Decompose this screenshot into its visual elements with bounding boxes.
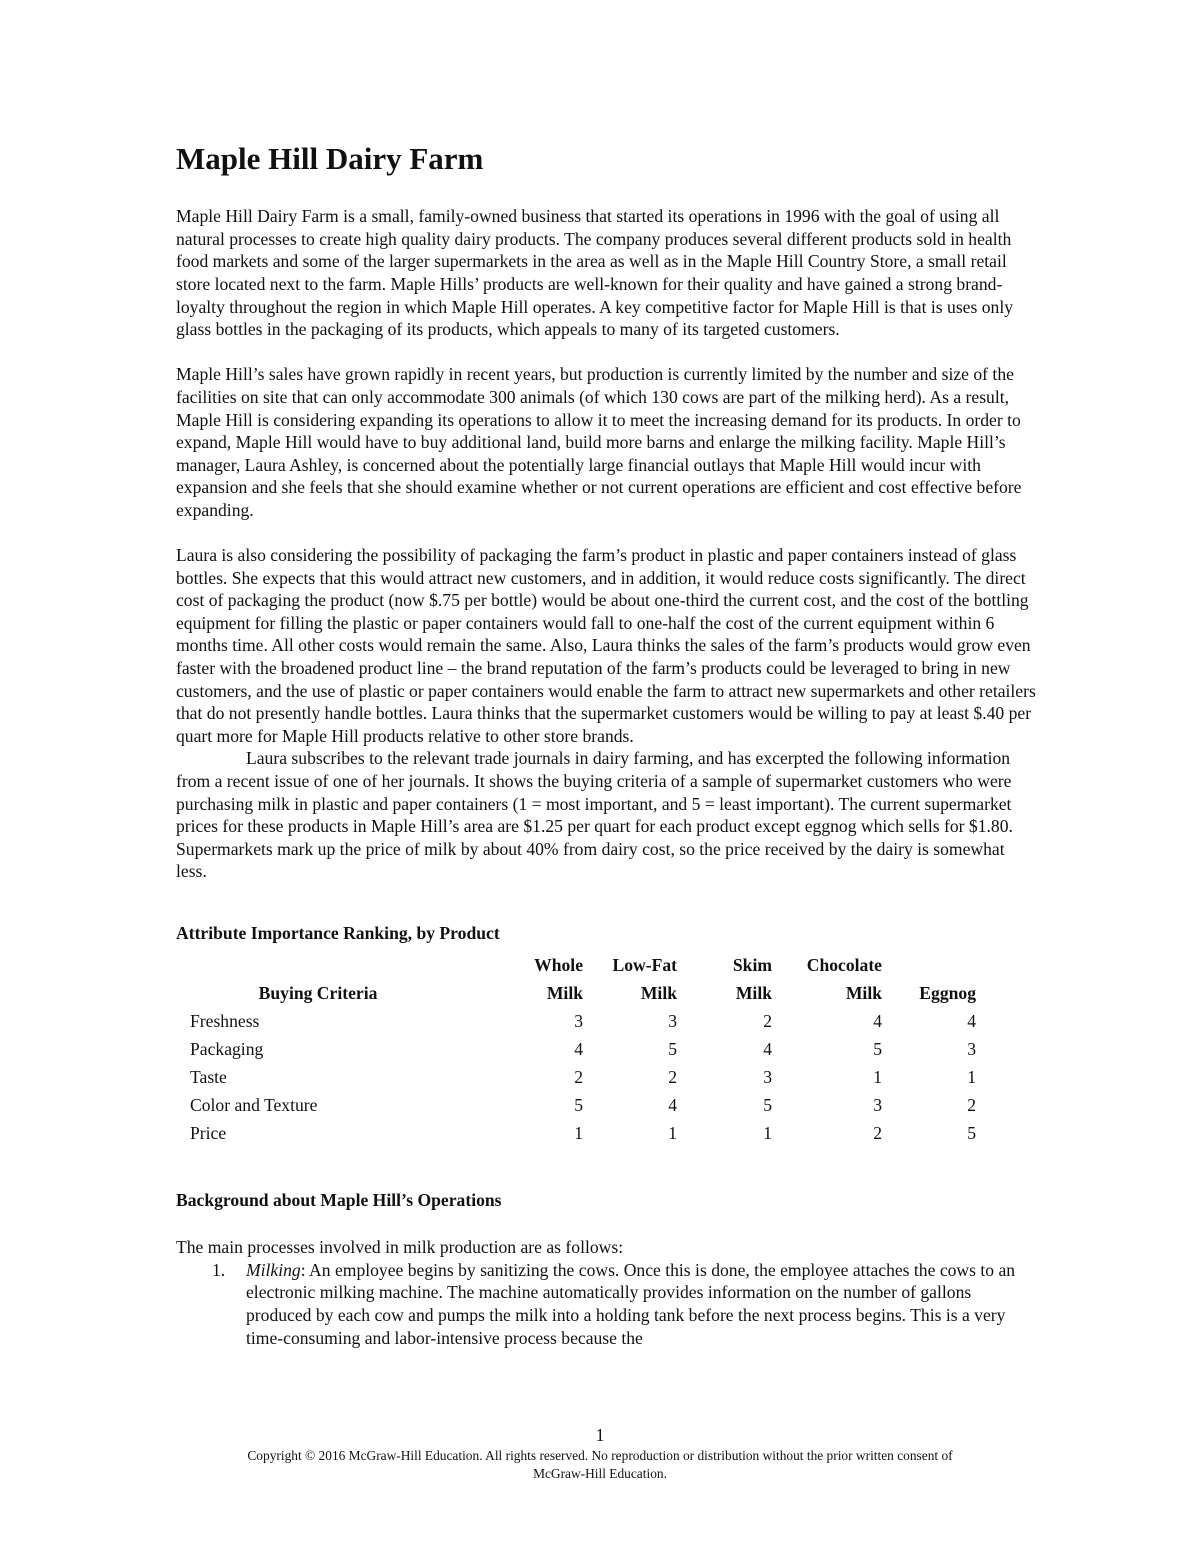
table-row [176, 1091, 976, 1119]
header-cell: Milk [546, 982, 583, 1003]
paragraph-trade-journal: Laura subscribes to the relevant trade journals in dairy farming, and has excerpted the following information from a recent issue of one of her journals. It shows the buying criteria of a sample of supermarket customers who were purchasing milk in plastic and paper containers (1 = most important, and 5 = least important). The current supermarket prices for these products in Maple Hill’s area are $1.25 per quart for each product except eggnog which sells for $1.80. Supermarkets mark up the price of milk by about 40% from dairy cost, so the price received by the dairy is somewhat less. [176, 748, 1013, 882]
header-cell: Whole [534, 954, 583, 975]
list-item [176, 1259, 1036, 1349]
table-cell: 1 [668, 1122, 677, 1143]
table-row [176, 1063, 976, 1091]
process-term: Milking [246, 1259, 301, 1280]
background-heading: Background about Maple Hill’s Operations [176, 1189, 502, 1210]
header-cell: Milk [640, 982, 677, 1003]
table-cell: 5 [873, 1038, 882, 1059]
copyright-line: Copyright © 2016 McGraw-Hill Education. All rights reserved. No reproduction or distribution without the prior written consent of [247, 1448, 953, 1463]
copyright-line: McGraw-Hill Education. [533, 1466, 667, 1481]
table-cell: 3 [668, 1010, 677, 1031]
table-cell: 3 [873, 1094, 882, 1115]
table-header-row [176, 951, 976, 979]
header-cell: Milk [845, 982, 882, 1003]
table-cell: 1 [574, 1122, 583, 1143]
table-cell: 4 [574, 1038, 583, 1059]
criteria-label: Freshness [190, 1010, 260, 1031]
table-cell: 5 [763, 1094, 772, 1115]
table-row [176, 1007, 976, 1035]
header-cell [882, 951, 976, 979]
table-heading: Attribute Importance Ranking, by Product [176, 923, 500, 943]
attribute-ranking-table [176, 951, 976, 1147]
table-cell: 1 [873, 1066, 882, 1087]
criteria-label: Packaging [190, 1038, 264, 1059]
table-cell: 1 [763, 1122, 772, 1143]
table-header-row [176, 979, 976, 1007]
table-cell: 2 [763, 1010, 772, 1031]
table-cell: 5 [668, 1038, 677, 1059]
page-footer [0, 1425, 1200, 1483]
document-title: Maple Hill Dairy Farm [176, 141, 484, 176]
table-row [176, 1119, 976, 1147]
table-cell: 3 [967, 1038, 976, 1059]
process-intro: The main processes involved in milk production are as follows: [176, 1237, 624, 1258]
page-number: 1 [595, 1425, 605, 1445]
criteria-label: Price [190, 1122, 227, 1143]
header-cell: Low-Fat [612, 954, 677, 975]
list-number: 1. [212, 1259, 226, 1280]
paragraph-intro: Maple Hill Dairy Farm is a small, family-owned business that started its operations in 1996 with the goal of using all natural processes to create high quality dairy products. The company produces several different products sold in health food markets and some of the larger supermarkets in the area as well as in the Maple Hill Country Store, a small retail store located next to the farm. Maple Hills’ products are well-known for their quality and have gained a strong brand-loyalty throughout the region in which Maple Hill operates. A key competitive factor for Maple Hill is that is uses only glass bottles in the packaging of its products, which appeals to many of its targeted customers. [176, 206, 1013, 340]
table-cell: 3 [574, 1010, 583, 1031]
process-list [176, 1259, 1036, 1349]
header-cell: Milk [735, 982, 772, 1003]
table-cell: 5 [574, 1094, 583, 1115]
header-cell: Chocolate [806, 954, 882, 975]
table-cell: 2 [668, 1066, 677, 1087]
process-description: : An employee begins by sanitizing the cows. Once this is done, the employee attaches the cows to an electronic milking machine. The machine automatically provides information on the number of gallons produced by each cow and pumps the milk into a holding tank before the next process begins. This is a very time-consuming and labor-intensive process because the [246, 1259, 1016, 1348]
header-cell: Skim [732, 954, 772, 975]
header-cell: Buying Criteria [258, 982, 378, 1003]
table-cell: 4 [763, 1038, 772, 1059]
paragraph-packaging: Laura is also considering the possibility of packaging the farm’s product in plastic and paper containers instead of glass bottles. She expects that this would attract new customers, and in addition, it would reduce costs significantly. The direct cost of packaging the product (now $.75 per bottle) would be about one-third the current cost, and the cost of the bottling equipment for filling the plastic or paper containers would fall to one-half the cost of the current equipment within 6 months time. All other costs would remain the same. Also, Laura thinks the sales of the farm’s products would grow even faster with the broadened product line – the brand reputation of the farm’s products could be leveraged to bring in new customers, and the use of plastic or paper containers would enable the farm to attract new supermarkets and other retailers that do not presently handle bottles. Laura thinks that the supermarket customers would be willing to pay at least $.40 per quart more for Maple Hill products relative to other store brands. [176, 545, 1036, 746]
table-row [176, 1035, 976, 1063]
table-cell: 3 [763, 1066, 772, 1087]
table-cell: 4 [668, 1094, 677, 1115]
table-cell: 2 [574, 1066, 583, 1087]
header-cell: Eggnog [919, 982, 976, 1003]
table-cell: 5 [967, 1122, 976, 1143]
criteria-label: Color and Texture [190, 1094, 318, 1115]
criteria-label: Taste [190, 1066, 227, 1087]
document-page [176, 140, 1036, 1349]
paragraph-sales-growth: Maple Hill’s sales have grown rapidly in recent years, but production is currently limited by the number and size of the facilities on site that can only accommodate 300 animals (of which 130 cows are part of the milking herd). As a result, Maple Hill is considering expanding its operations to allow it to meet the increasing demand for its products. In order to expand, Maple Hill would have to buy additional land, build more barns and enlarge the milking facility. Maple Hill’s manager, Laura Ashley, is concerned about the potentially large financial outlays that Maple Hill would incur with expansion and she feels that she should examine whether or not current operations are efficient and cost effective before expanding. [176, 364, 1022, 520]
copyright-notice [0, 1447, 1200, 1483]
table-cell: 4 [873, 1010, 882, 1031]
header-cell [176, 951, 500, 979]
table-cell: 2 [967, 1094, 976, 1115]
table-cell: 2 [873, 1122, 882, 1143]
table-cell: 1 [967, 1066, 976, 1087]
table-cell: 4 [967, 1010, 976, 1031]
